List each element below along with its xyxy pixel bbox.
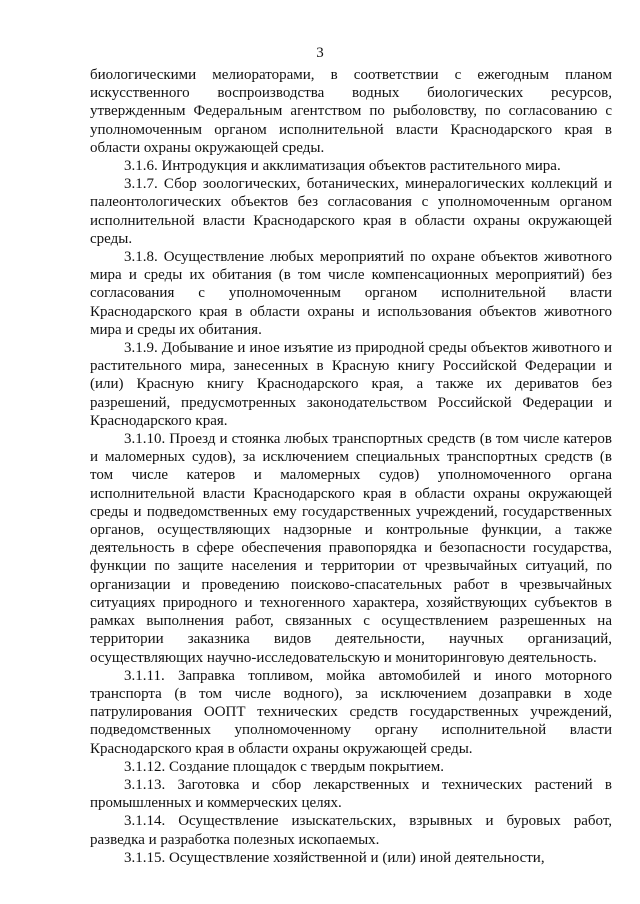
- paragraph-3-1-10: 3.1.10. Проезд и стоянка любых транспортных средств (в том числе катеров и маломерных судов), за исключением специальных транспортных средств (в том числе катеров и маломерных судов) уполномоченного органа исполнительной власти Краснодарского края в области охраны окружающей среды и подведомственных ему государственных учреждений, государственных органов, осуществляющих надзорные и контрольные функции, а также деятельность в сфере обеспечения правопорядка и безопасности государства, функции по защите населения и территории от чрезвычайных ситуаций, по организации и проведению поисково-спасательных работ в чрезвычайных ситуациях природного и техногенного характера, хозяйствующих субъектов в рамках выполнения работ, связанных с осуществлением разрешенных на территории заказника видов деятельности, научных организаций, осуществляющих научно-исследовательскую и мониторинговую деятельность.: [90, 431, 612, 666]
- paragraph-3-1-6: 3.1.6. Интродукция и акклиматизация объектов растительного мира.: [124, 158, 561, 175]
- paragraph-3-1-13: 3.1.13. Заготовка и сбор лекарственных и технических растений в промышленных и коммерческих целях.: [90, 776, 612, 812]
- paragraph-3-1-7: 3.1.7. Сбор зоологических, ботанических, минералогических коллекций и палеонтологических объектов без согласования с уполномоченным органом исполнительной власти Краснодарского края в области охраны окружающей среды.: [90, 176, 612, 247]
- paragraph-3-1-11: 3.1.11. Заправка топливом, мойка автомобилей и иного моторного транспорта (в том числе водного), за исключением дозаправки в ходе патрулирования ООПТ технических средств государственных учреждений, подведомственных уполномоченному органу исполнительной власти Краснодарского края в области охраны окружающей среды.: [90, 667, 612, 757]
- paragraph-3-1-9: 3.1.9. Добывание и иное изъятие из природной среды объектов животного и растительного мира, занесенных в Красную книгу Российской Федерации и (или) Красную книгу Краснодарского края, а также их дериватов без разрешений, предусмотренных законодательством Российской Федерации и Краснодарского края.: [90, 340, 612, 429]
- paragraph-3-1-12: 3.1.12. Создание площадок с твердым покрытием.: [124, 758, 445, 775]
- paragraph-3-1-8: 3.1.8. Осуществление любых мероприятий по охране объектов животного мира и среды их обитания (в том числе компенсационных мероприятий) без согласования с уполномоченным органом исполнительной власти Краснодарского края в области охраны и использования объектов животного мира и среды их обитания.: [90, 249, 612, 338]
- paragraph-3-1-14: 3.1.14. Осуществление изыскательских, взрывных и буровых работ, разведка и разработка полезных ископаемых.: [90, 813, 612, 848]
- page-number: 3: [316, 45, 324, 61]
- paragraph-continuation: биологическими мелиораторами, в соответствии с ежегодным планом искусственного воспроизводства водных биологических ресурсов, утвержденным Федеральным агентством по рыболовству, по согласованию с уполномоченным органом исполнительной власти Краснодарского края в области охраны окружающей среды.: [90, 67, 612, 156]
- document-body: [90, 66, 612, 867]
- paragraph-3-1-15: 3.1.15. Осуществление хозяйственной и (или) иной деятельности,: [124, 849, 545, 866]
